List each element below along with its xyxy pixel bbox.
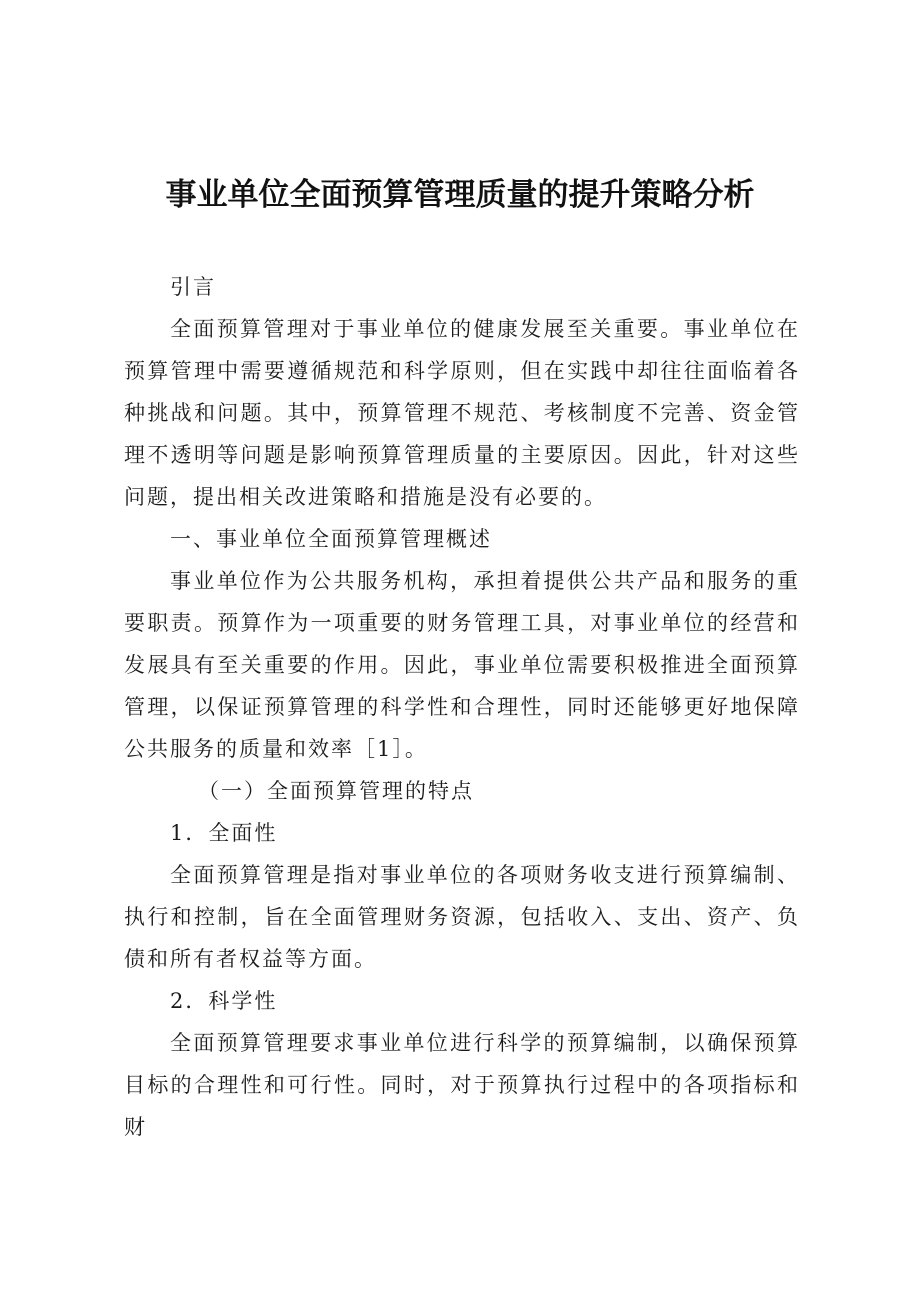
item-heading-scientific: 2．科学性 xyxy=(170,989,278,1013)
paragraph-overview: 事业单位作为公共服务机构，承担着提供公共产品和服务的重要职责。预算作为一项重要的财务管理工具，对事业单位的经营和发展具有至关重要的作用。因此，事业单位需要积极推进全面预算管理，以保证预算管理的科学性和合理性，同时还能够更好地保障公共服务的质量和效率［1］。 xyxy=(124,569,800,761)
paragraph-introduction: 全面预算管理对于事业单位的健康发展至关重要。事业单位在预算管理中需要遵循规范和科学原则，但在实践中却往往面临着各种挑战和问题。其中，预算管理不规范、考核制度不完善、资金管理不透明等问题是影响预算管理质量的主要原因。因此，针对这些问题，提出相关改进策略和措施是没有必要的。 xyxy=(124,317,800,509)
section-heading-introduction: 引言 xyxy=(170,275,216,299)
subsection-heading-features: （一）全面预算管理的特点 xyxy=(198,779,474,803)
paragraph-scientific: 全面预算管理要求事业单位进行科学的预算编制，以确保预算目标的合理性和可行性。同时，对于预算执行过程中的各项指标和财 xyxy=(124,1031,800,1139)
item-heading-comprehensiveness: 1．全面性 xyxy=(170,821,278,845)
paragraph-comprehensiveness: 全面预算管理是指对事业单位的各项财务收支进行预算编制、执行和控制，旨在全面管理财务资源，包括收入、支出、资产、负债和所有者权益等方面。 xyxy=(124,863,800,971)
section-heading-overview: 一、事业单位全面预算管理概述 xyxy=(170,527,492,551)
document-body xyxy=(124,266,800,1148)
document-title: 事业单位全面预算管理质量的提升策略分析 xyxy=(165,177,755,213)
